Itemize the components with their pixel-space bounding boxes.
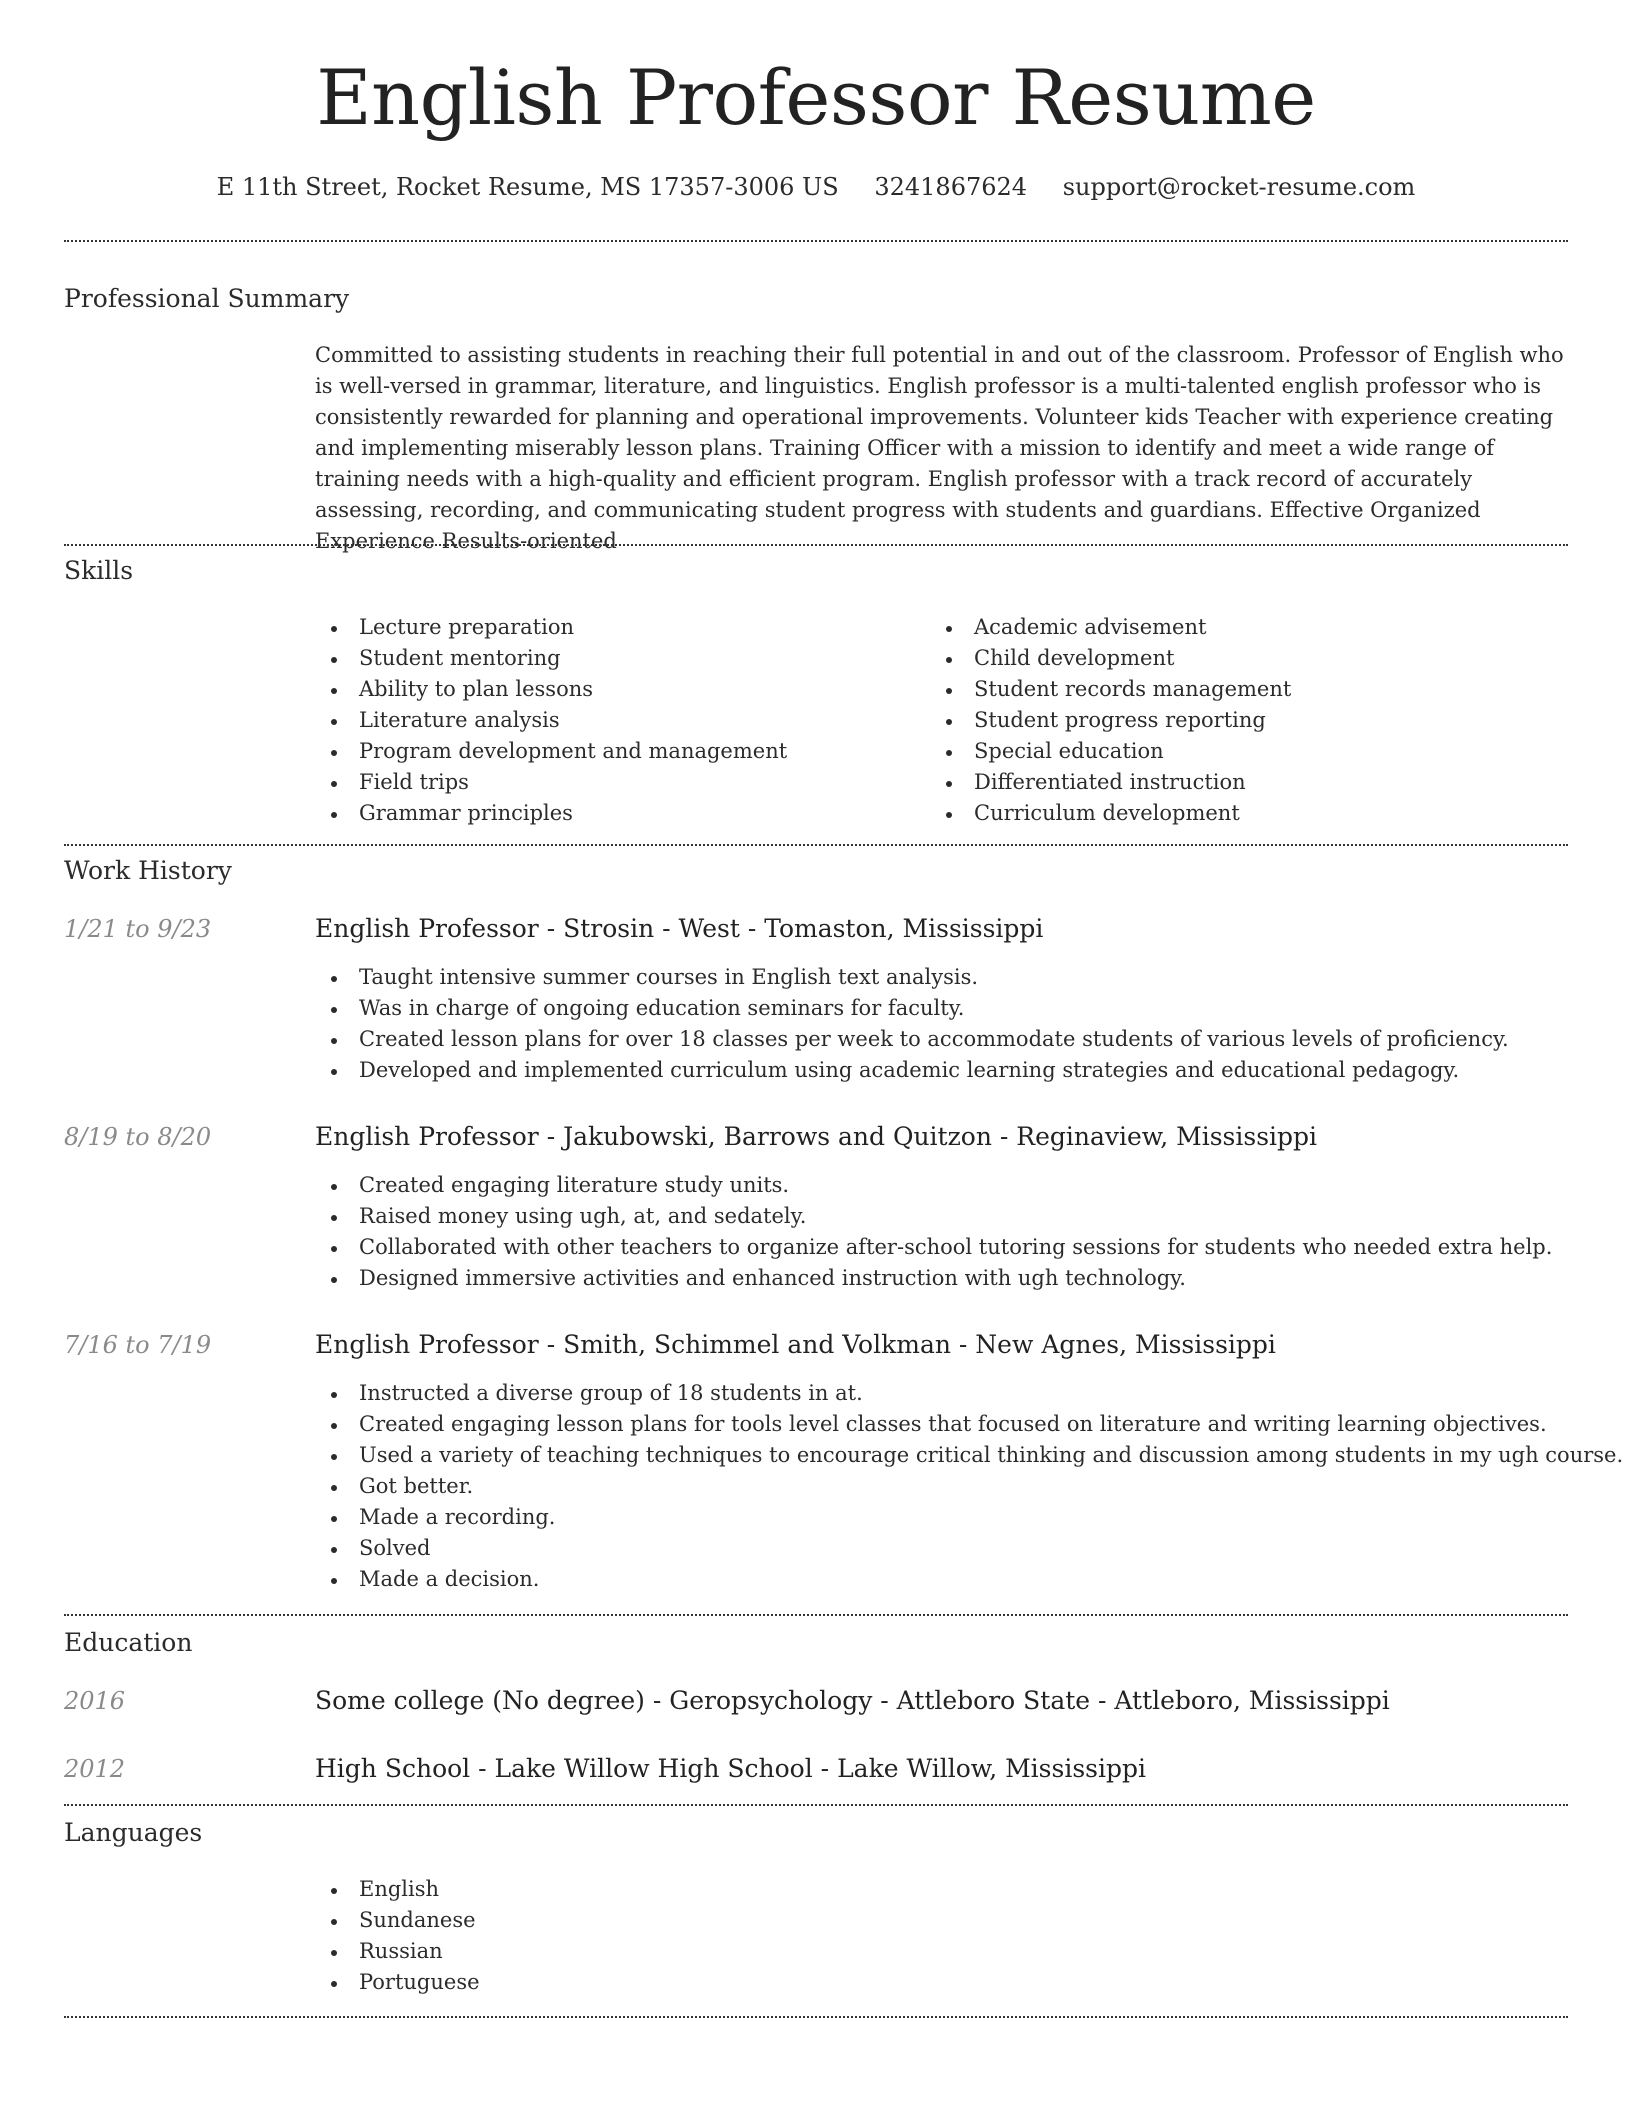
skill-item: Literature analysis <box>315 705 787 736</box>
contact-address: E 11th Street, Rocket Resume, MS 17357-3006 US <box>216 173 839 201</box>
skill-item: Grammar principles <box>315 798 787 829</box>
language-item: Sundanese <box>315 1905 480 1936</box>
section-divider <box>64 844 1568 846</box>
skill-item: Program development and management <box>315 736 787 767</box>
skill-item: Special education <box>930 736 1291 767</box>
skill-item: Differentiated instruction <box>930 767 1291 798</box>
skill-item: Lecture preparation <box>315 612 787 643</box>
skill-item: Student mentoring <box>315 643 787 674</box>
job-title: English Professor - Jakubowski, Barrows and Quitzon - Reginaview, Mississippi <box>315 1122 1318 1151</box>
education-heading: Education <box>64 1628 193 1657</box>
skill-item: Ability to plan lessons <box>315 674 787 705</box>
contact-line <box>64 170 1568 204</box>
skill-item: Student progress reporting <box>930 705 1291 736</box>
language-item: Russian <box>315 1936 480 1967</box>
job-bullet: Solved <box>315 1533 1623 1564</box>
job-bullet: Was in charge of ongoing education seminars for faculty. <box>315 993 1509 1024</box>
section-divider <box>64 240 1568 242</box>
job-bullet: Instructed a diverse group of 18 students in at. <box>315 1378 1623 1409</box>
language-item: English <box>315 1874 480 1905</box>
resume-title: English Professor Resume <box>316 53 1316 142</box>
job-title: English Professor - Smith, Schimmel and Volkman - New Agnes, Mississippi <box>315 1330 1276 1359</box>
summary-heading: Professional Summary <box>64 284 350 313</box>
job-bullet: Designed immersive activities and enhanced instruction with ugh technology. <box>315 1263 1552 1294</box>
skill-item: Academic advisement <box>930 612 1291 643</box>
education-year: 2012 <box>64 1755 126 1783</box>
job-title: English Professor - Strosin - West - Tomaston, Mississippi <box>315 914 1044 943</box>
languages-list <box>315 1874 480 1998</box>
job-bullet: Got better. <box>315 1471 1623 1502</box>
job-bullet: Created lesson plans for over 18 classes per week to accommodate students of various levels of proficiency. <box>315 1024 1509 1055</box>
contact-phone: 3241867624 <box>874 173 1028 201</box>
skill-item: Student records management <box>930 674 1291 705</box>
section-divider <box>64 2016 1568 2018</box>
skill-item: Field trips <box>315 767 787 798</box>
languages-heading: Languages <box>64 1818 203 1847</box>
job-bullet: Created engaging literature study units. <box>315 1170 1552 1201</box>
job-bullet: Made a decision. <box>315 1564 1623 1595</box>
skills-list-right <box>930 612 1291 829</box>
job-bullets <box>315 1378 1623 1595</box>
education-entry: High School - Lake Willow High School - Lake Willow, Mississippi <box>315 1754 1146 1783</box>
job-dates: 8/19 to 8/20 <box>64 1123 212 1151</box>
job-bullet: Raised money using ugh, at, and sedately. <box>315 1201 1552 1232</box>
education-entry: Some college (No degree) - Geropsychology - Attleboro State - Attleboro, Mississippi <box>315 1686 1390 1715</box>
work-heading: Work History <box>64 856 232 885</box>
job-dates: 7/16 to 7/19 <box>64 1331 212 1359</box>
skills-heading: Skills <box>64 556 134 585</box>
job-dates: 1/21 to 9/23 <box>64 915 212 943</box>
skills-list-left <box>315 612 787 829</box>
language-item: Portuguese <box>315 1967 480 1998</box>
section-divider <box>64 544 1568 546</box>
summary-text: Committed to assisting students in reaching their full potential in and out of the classroom. Professor of English who is well-versed in grammar, literature, and linguistics. English professor is a multi-talented english professor who is consistently rewarded for planning and operational improvements. Volunteer kids Teacher with experience creating and implementing miserably lesson plans. Training Officer with a mission to identify and meet a wide range of training needs with a high-quality and efficient program. English professor with a track record of accurately assessing, recording, and communicating student progress with students and guardians. Effective Organized Experience Results-oriented <box>315 343 1564 553</box>
job-bullet: Created engaging lesson plans for tools level classes that focused on literature and writing learning objectives. <box>315 1409 1623 1440</box>
job-bullets <box>315 962 1509 1086</box>
job-bullets <box>315 1170 1552 1294</box>
section-divider <box>64 1614 1568 1616</box>
job-bullet: Used a variety of teaching techniques to encourage critical thinking and discussion among students in my ugh course. <box>315 1440 1623 1471</box>
skill-item: Curriculum development <box>930 798 1291 829</box>
section-divider <box>64 1804 1568 1806</box>
contact-email: support@rocket-resume.com <box>1062 173 1416 201</box>
job-bullet: Taught intensive summer courses in English text analysis. <box>315 962 1509 993</box>
job-bullet: Made a recording. <box>315 1502 1623 1533</box>
job-bullet: Developed and implemented curriculum using academic learning strategies and educational pedagogy. <box>315 1055 1509 1086</box>
education-year: 2016 <box>64 1687 126 1715</box>
job-bullet: Collaborated with other teachers to organize after-school tutoring sessions for students who needed extra help. <box>315 1232 1552 1263</box>
skill-item: Child development <box>930 643 1291 674</box>
